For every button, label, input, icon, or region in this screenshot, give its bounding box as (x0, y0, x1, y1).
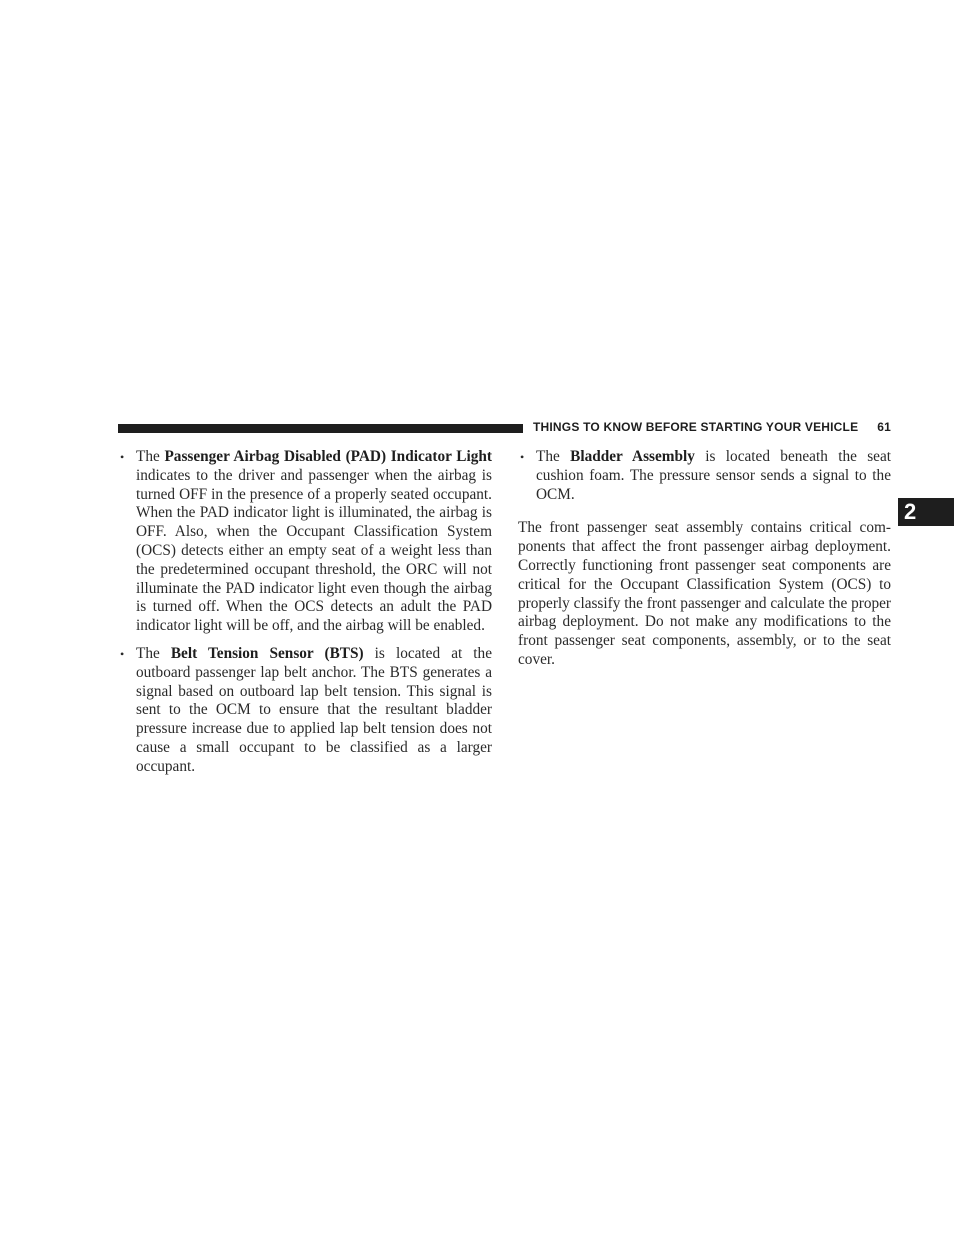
right-column (518, 448, 891, 670)
body-paragraph: The front passenger seat assembly contains critical components that affect the front passenger airbag deployment. Correctly functioning front passenger seat components are critical for the Occupant Classification System (OCS) to properly classify the front passenger and calculate the proper airbag deployment. Do not make any modifications to the front passenger seat components, assembly, or to the seat cover. (518, 519, 891, 668)
bullet-belt-tension-sensor (118, 645, 492, 777)
bullet-text: indicates to the driver and passenger when the airbag is turned OFF in the presence of a properly seated occupant. When the PAD indicator light is illuminated, the airbag is OFF. Also, when the Occupant Classification System (OCS) detects either an empty seat of a weight less than the predetermined occupant threshold, the ORC will not illuminate the PAD indicator light even though the airbag is turned off. When the OCS detects an adult the PAD indicator light will be off, and the airbag will be enabled. (136, 466, 492, 635)
bullet-term: Bladder Assembly (570, 448, 695, 465)
page-number: 61 (877, 420, 891, 434)
bullet-text: is located beneath the seat cushion foam. The pressure sensor sends a signal to the OCM. (536, 448, 892, 503)
bullet-icon: • (520, 450, 525, 464)
bullet-term: Passenger Airbag Disabled (PAD) Indicator Light (164, 448, 493, 465)
chapter-tab: 2 (898, 498, 954, 526)
running-header (533, 420, 891, 434)
bullet-icon: • (120, 450, 125, 464)
left-column (118, 448, 492, 786)
bullet-bladder-assembly (518, 448, 891, 504)
bullet-term: Belt Tension Sensor (BTS) (170, 644, 364, 662)
bullet-prefix: The (536, 448, 571, 465)
bullet-prefix: The (136, 644, 171, 662)
running-header-title: THINGS TO KNOW BEFORE STARTING YOUR VEHICLE (533, 420, 859, 434)
header-rule (118, 424, 523, 433)
bullet-pad-indicator (118, 448, 492, 636)
bullet-icon: • (120, 646, 125, 661)
bullet-prefix: The (136, 448, 165, 465)
bullet-text: is located at the outboard passenger lap belt anchor. The BTS generates a signal based on outboard lap belt tension. This signal is sent to the OCM to ensure that the resultant bladder pressure increase due to applied lap belt tension does not cause a small occupant to be classified as a larger occupant. (136, 644, 492, 775)
